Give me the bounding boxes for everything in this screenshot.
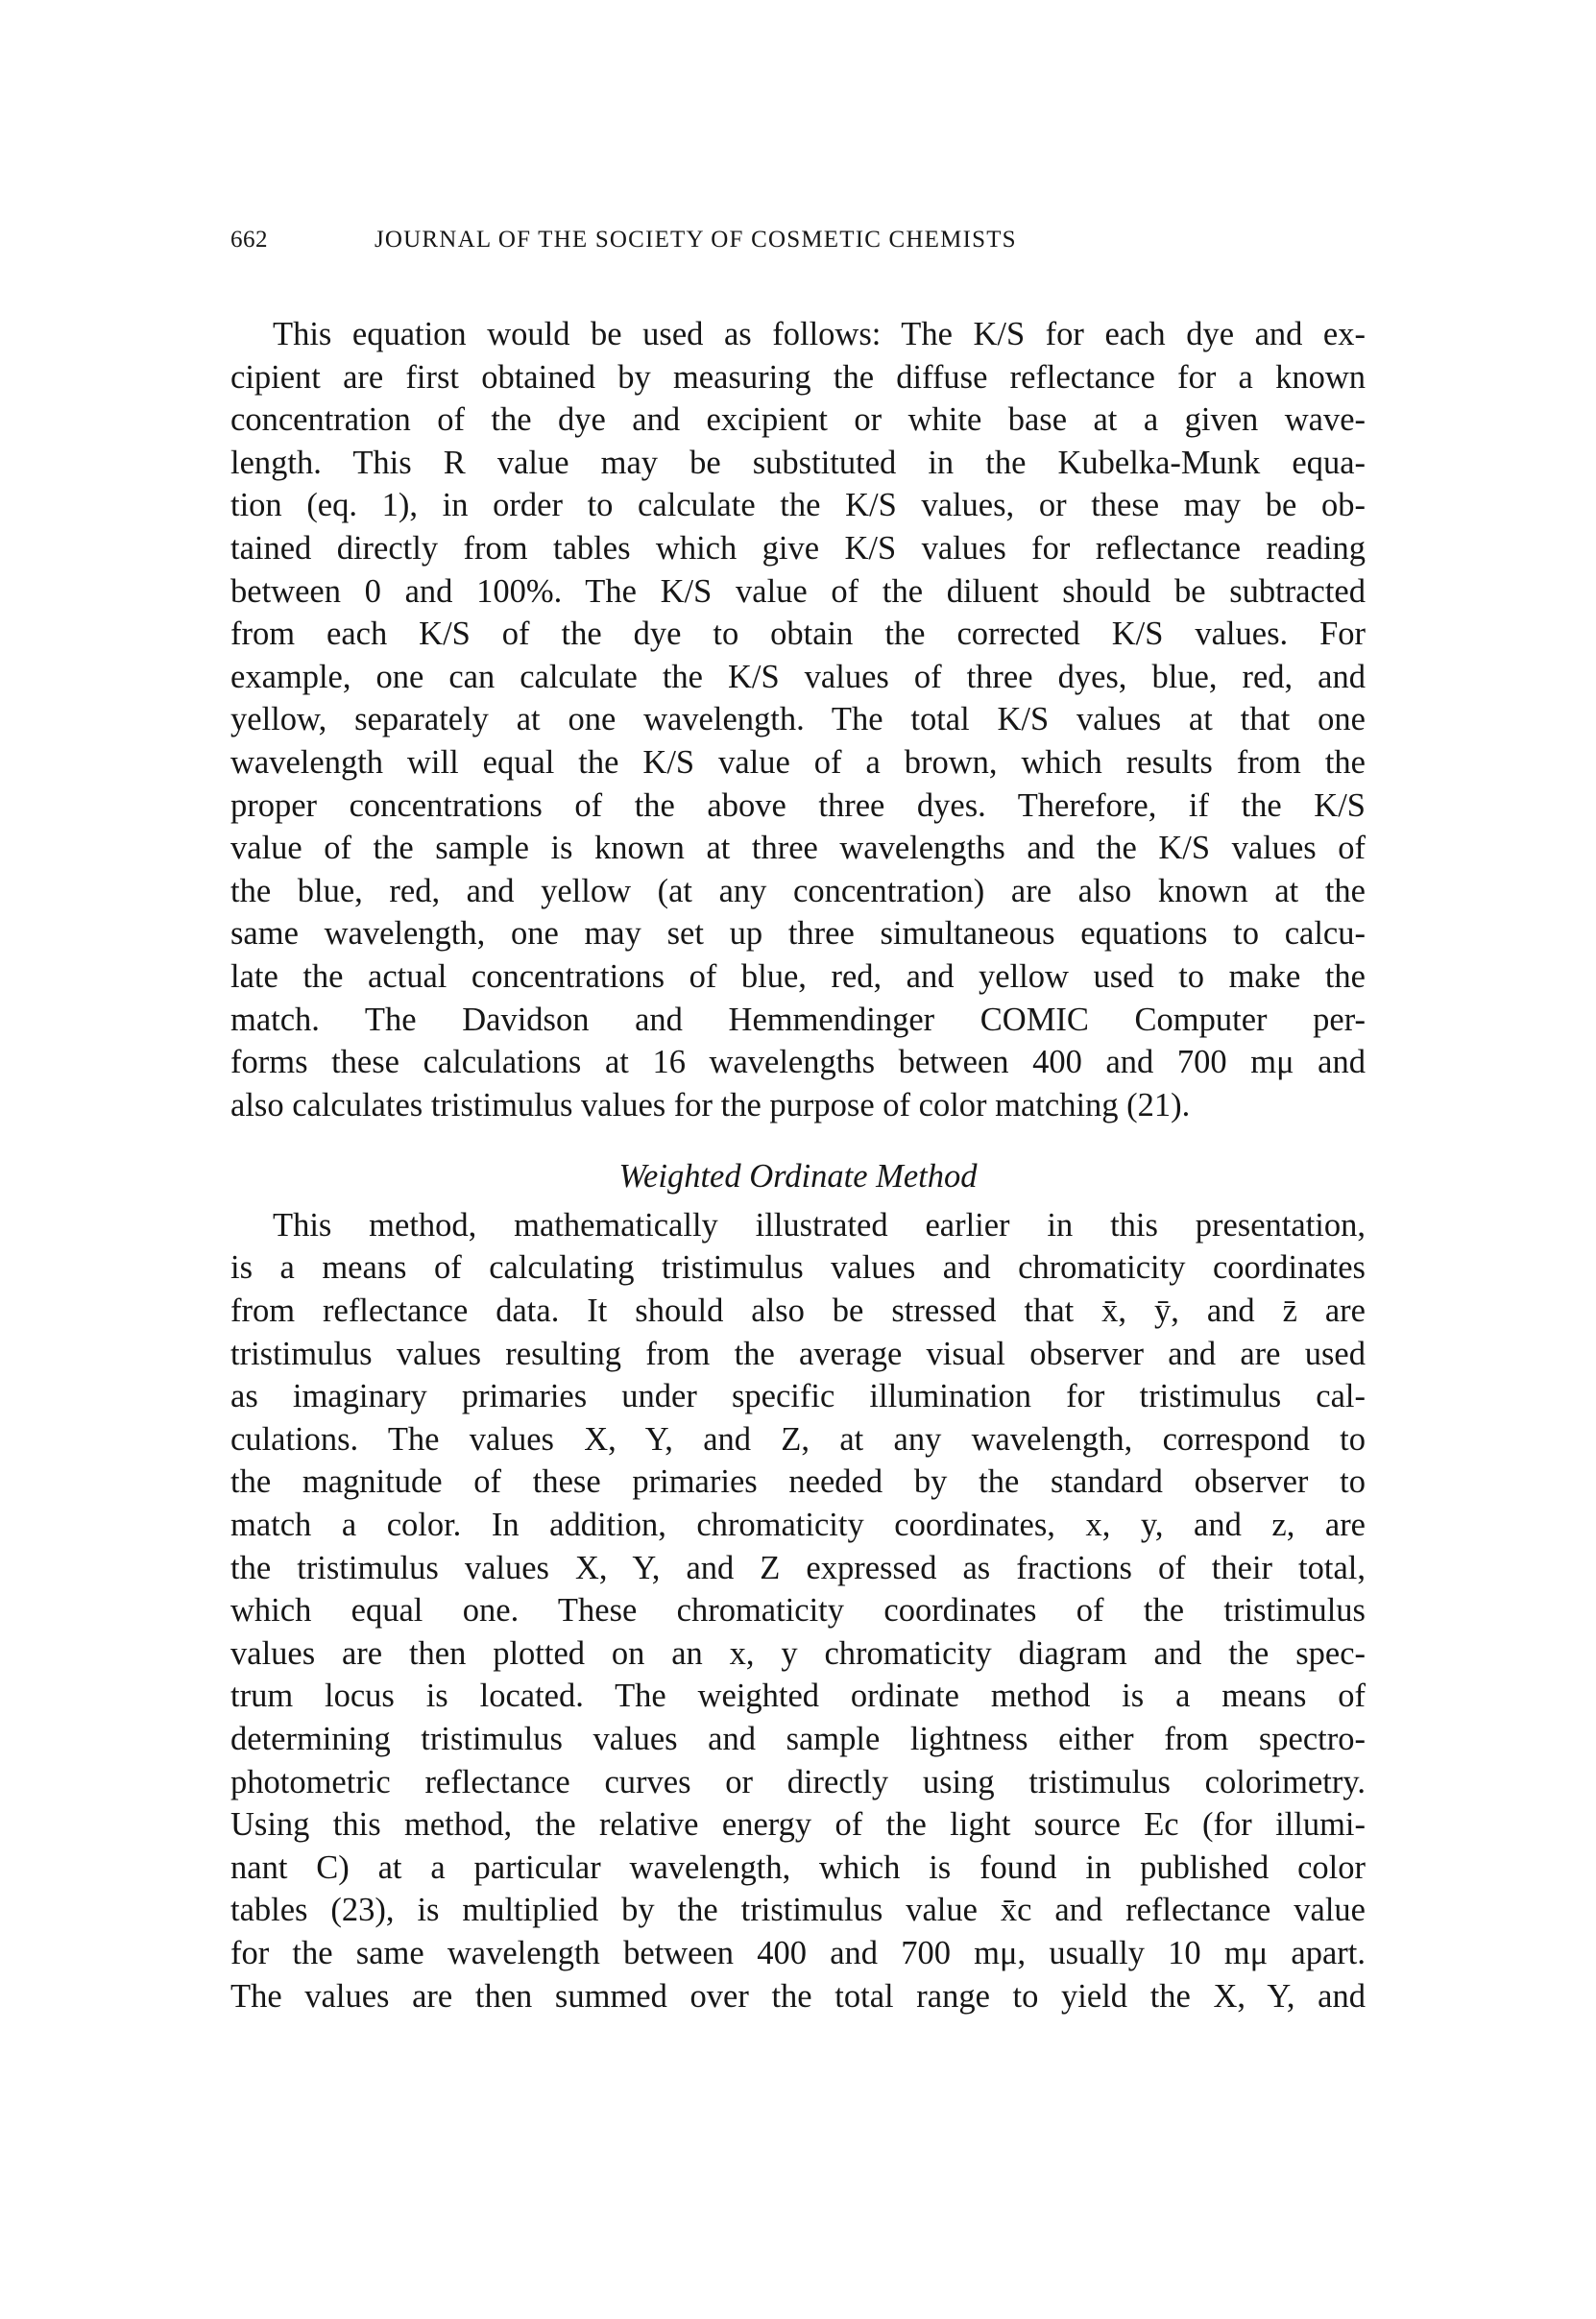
text-line: for the same wavelength between 400 and 700 mμ, usually 10 mμ apart.	[230, 1934, 1366, 1971]
text-line: the blue, red, and yellow (at any concentration) are also known at the	[230, 872, 1366, 909]
text-line: concentration of the dye and excipient or white base at a given wave-	[230, 401, 1366, 439]
journal-title: JOURNAL OF THE SOCIETY OF COSMETIC CHEMISTS	[375, 227, 1017, 253]
section-heading: Weighted Ordinate Method	[618, 1158, 978, 1196]
text-line: is a means of calculating tristimulus values and chromaticity coordinates	[230, 1249, 1366, 1287]
text-line: trum locus is located. The weighted ordinate method is a means of	[230, 1678, 1366, 1715]
page-number: 662	[230, 227, 268, 253]
text-line: length. This R value may be substituted in the Kubelka-Munk equa-	[230, 444, 1366, 481]
text-line: tables (23), is multiplied by the tristimulus value x̄c and reflectance value	[230, 1892, 1366, 1929]
text-line: tion (eq. 1), in order to calculate the K/S values, or these may be ob-	[230, 487, 1366, 524]
text-line: late the actual concentrations of blue, red, and yellow used to make the	[230, 957, 1366, 995]
running-head	[230, 227, 1366, 265]
text-line: nant C) at a particular wavelength, which is found in published color	[230, 1848, 1366, 1886]
text-line: as imaginary primaries under specific illumination for tristimulus cal-	[230, 1378, 1366, 1415]
text-line: Using this method, the relative energy of the light source Ec (for illumi-	[230, 1806, 1366, 1844]
text-line: culations. The values X, Y, and Z, at any wavelength, correspond to	[230, 1420, 1366, 1458]
text-line: which equal one. These chromaticity coordinates of the tristimulus	[230, 1592, 1366, 1630]
text-line: wavelength will equal the K/S value of a brown, which results from the	[230, 743, 1366, 781]
journal-page	[230, 227, 1366, 2017]
text-line: from each K/S of the dye to obtain the corrected K/S values. For	[230, 616, 1366, 653]
text-line: This equation would be used as follows: The K/S for each dye and ex-	[273, 316, 1366, 352]
text-line: the magnitude of these primaries needed by the standard observer to	[230, 1463, 1366, 1501]
text-line: value of the sample is known at three wavelengths and the K/S values of	[230, 830, 1366, 867]
text-line: same wavelength, one may set up three simultaneous equations to calcu-	[230, 915, 1366, 953]
text-line: match a color. In addition, chromaticity coordinates, x, y, and z, are	[230, 1507, 1366, 1544]
paragraph-kubelka-munk	[230, 313, 1366, 1126]
text-line: The values are then summed over the total range to yield the X, Y, and	[230, 1977, 1366, 2015]
text-line: tained directly from tables which give K/S values for reflectance reading	[230, 529, 1366, 567]
text-line: yellow, separately at one wavelength. The total K/S values at that one	[230, 701, 1366, 738]
paragraph-weighted-ordinate	[230, 1204, 1366, 2017]
text-line: match. The Davidson and Hemmendinger COMIC Computer per-	[230, 1001, 1366, 1038]
text-line: tristimulus values resulting from the average visual observer and are used	[230, 1335, 1366, 1372]
text-line: photometric reflectance curves or directly using tristimulus colorimetry.	[230, 1763, 1366, 1800]
text-line: also calculates tristimulus values for the purpose of color matching (21).	[230, 1086, 1191, 1123]
text-line: the tristimulus values X, Y, and Z expressed as fractions of their total,	[230, 1549, 1366, 1586]
text-line: This method, mathematically illustrated earlier in this presentation,	[273, 1206, 1366, 1244]
text-line: cipient are first obtained by measuring the diffuse reflectance for a known	[230, 358, 1366, 396]
text-line: determining tristimulus values and sample lightness either from spectro-	[230, 1721, 1366, 1757]
text-line: proper concentrations of the above three dyes. Therefore, if the K/S	[230, 786, 1366, 824]
text-line: forms these calculations at 16 wavelengths between 400 and 700 mμ and	[230, 1044, 1366, 1081]
text-line: between 0 and 100%. The K/S value of the diluent should be subtracted	[230, 572, 1366, 610]
text-line: from reflectance data. It should also be stressed that x̄, ȳ, and z̄ are	[230, 1292, 1366, 1330]
text-line: example, one can calculate the K/S values of three dyes, blue, red, and	[230, 658, 1366, 695]
text-line: values are then plotted on an x, y chromaticity diagram and the spec-	[230, 1634, 1366, 1672]
